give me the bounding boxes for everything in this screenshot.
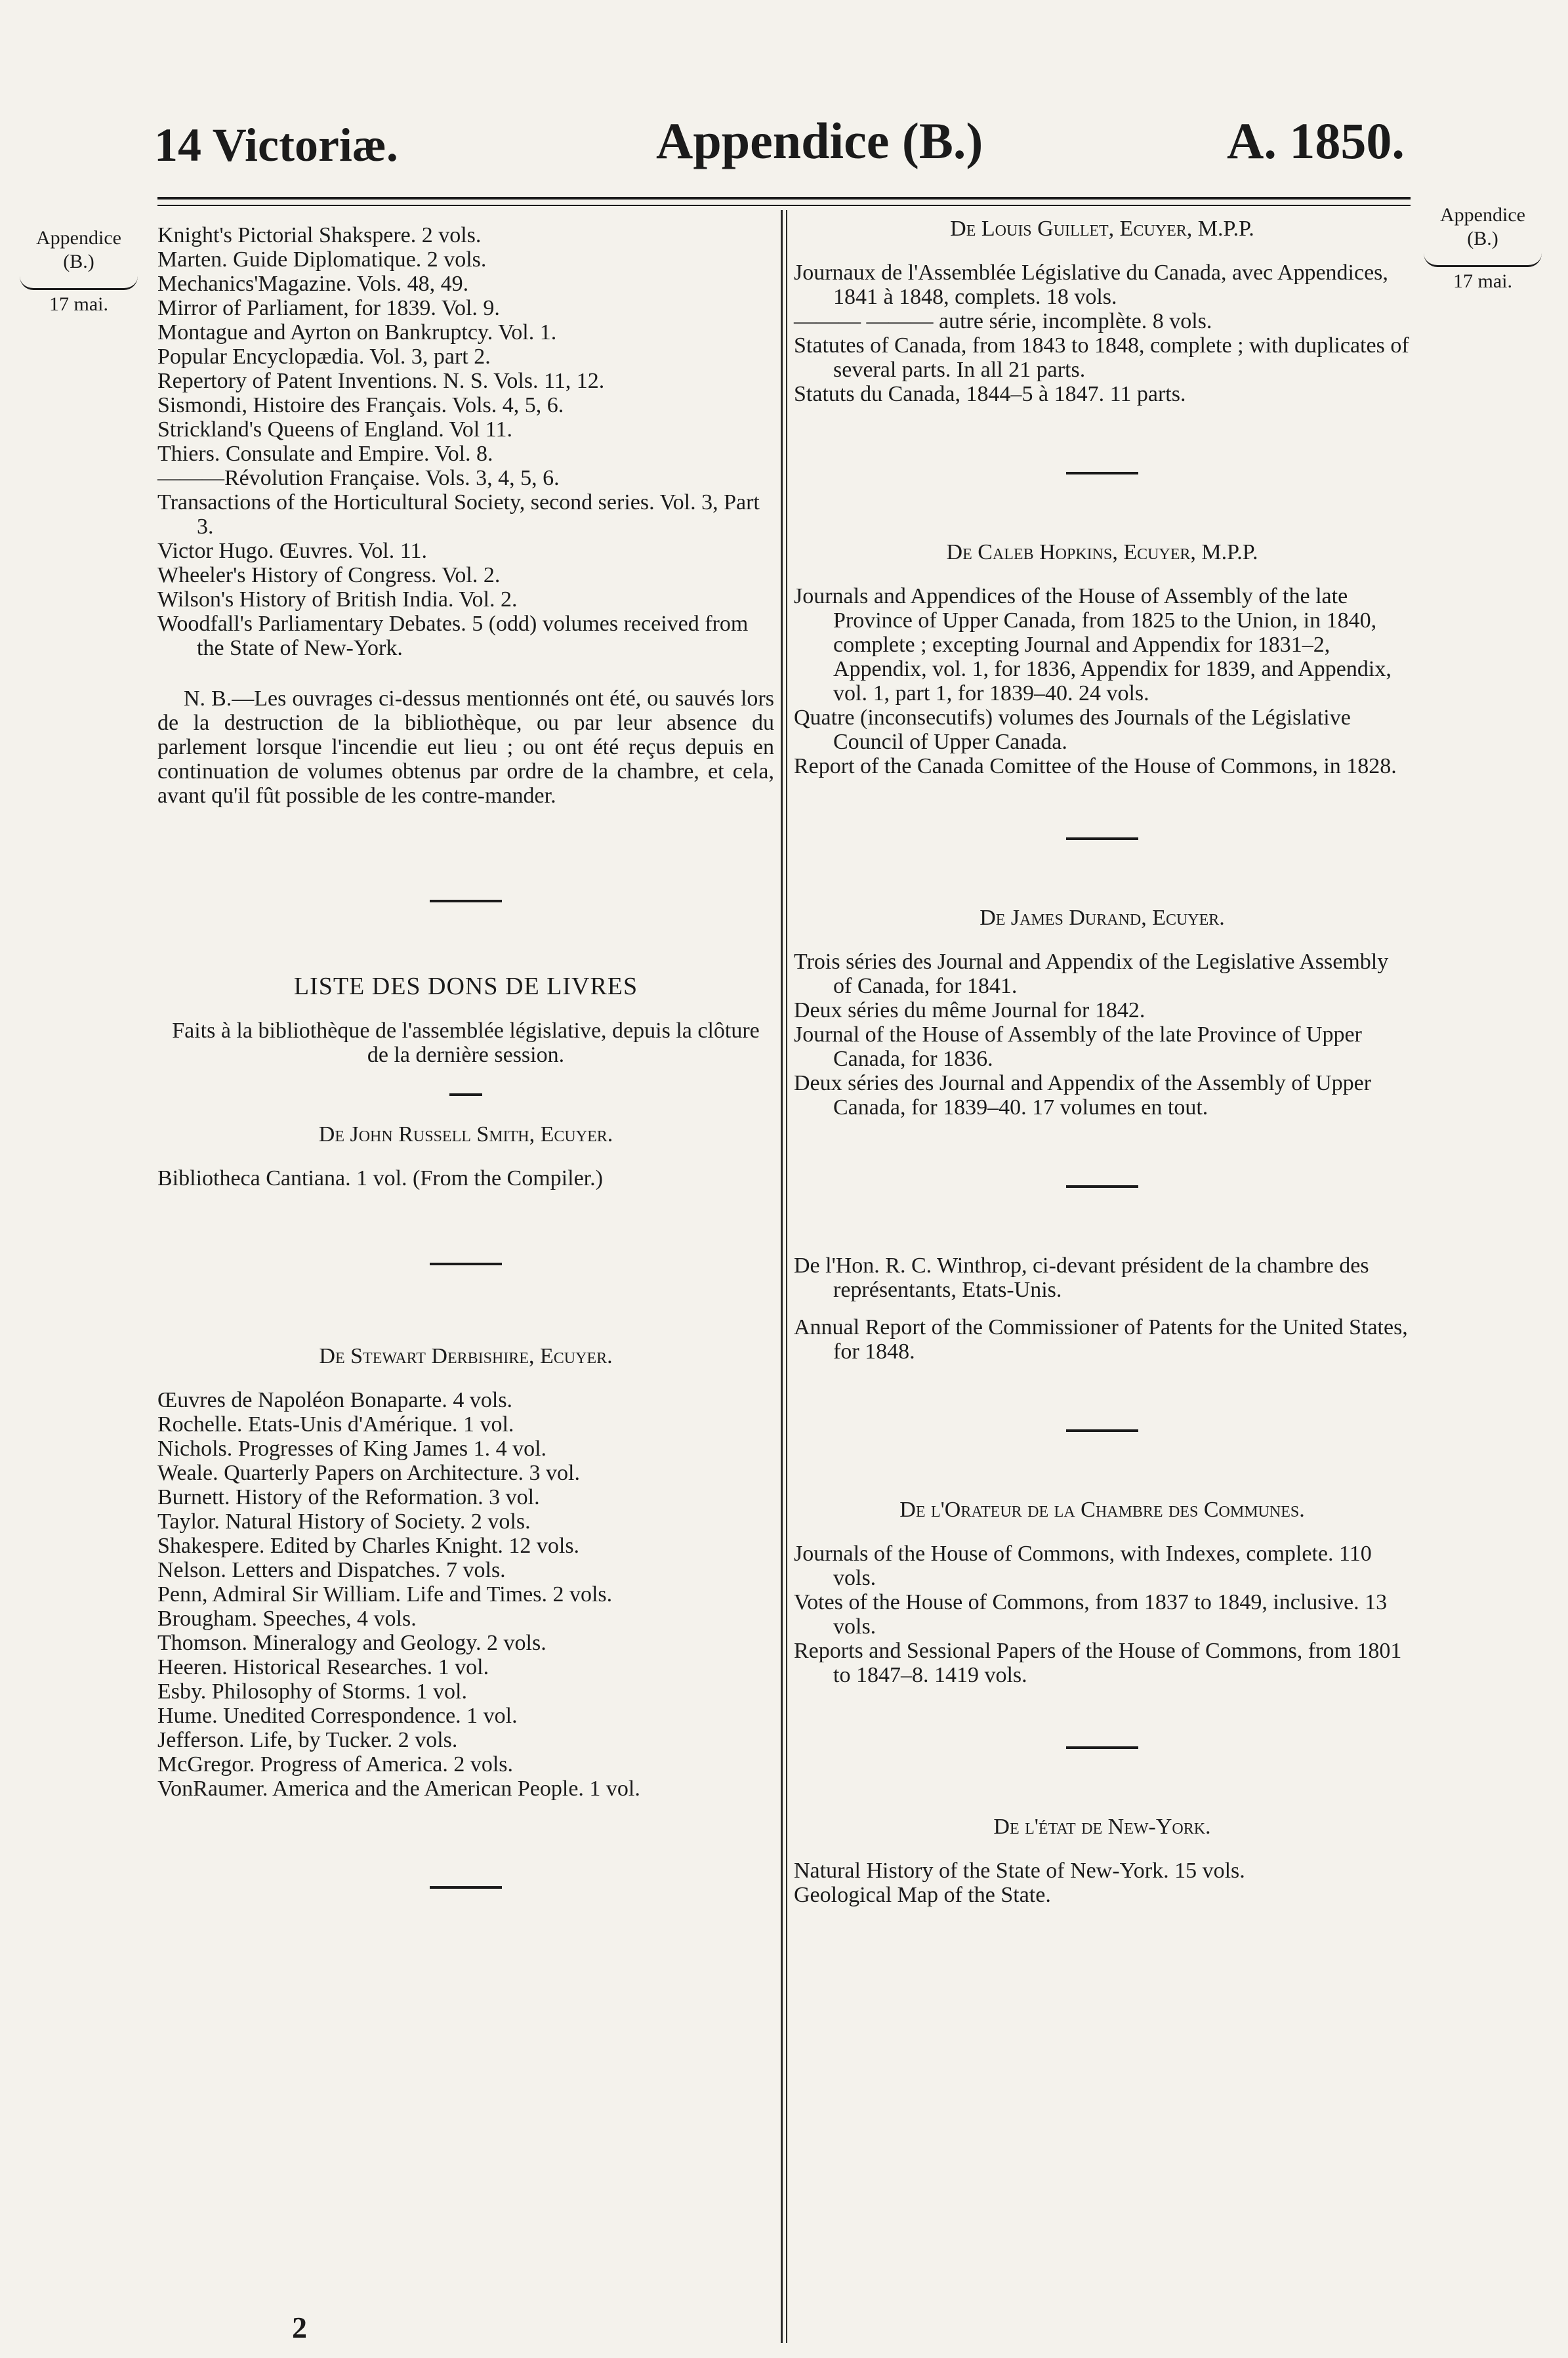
list-item: Knight's Pictorial Shakspere. 2 vols. [157,223,482,247]
list-item: Trois séries des Journal and Appendix of the Legislative Assembly of Canada, for 1841. [794,950,1389,998]
margin-left-date: 17 mai. [49,293,108,315]
list-item: McGregor. Progress of America. 2 vols. [157,1752,514,1777]
margin-right-date: 17 mai. [1453,270,1512,292]
page-number: 2 [292,2311,307,2344]
list-item: Thiers. Consulate and Empire. Vol. 8. [157,442,493,466]
margin-note-left [13,226,144,316]
list-item: Mechanics'Magazine. Vols. 48, 49. [157,272,469,296]
list-item: Taylor. Natural History of Society. 2 vols. [157,1509,531,1534]
list-title: LISTE DES DONS DE LIVRES [293,973,638,1000]
left-column [157,223,774,1889]
list-item: Journal of the House of Assembly of the late Province of Upper Canada, for 1836. [794,1022,1362,1071]
list-item: Thomson. Mineralogy and Geology. 2 vols. [157,1631,547,1655]
list-item: Annual Report of the Commissioner of Patents for the United States, for 1848. [794,1315,1408,1364]
list-item: Popular Encyclopædia. Vol. 3, part 2. [157,345,491,369]
list-item: Wilson's History of British India. Vol. 2. [157,587,518,612]
list-item: Wheeler's History of Congress. Vol. 2. [157,563,501,587]
list-item: Journals of the House of Commons, with Indexes, complete. 110 vols. [794,1542,1372,1590]
list-item: Montague and Ayrton on Bankruptcy. Vol. 1. [157,320,557,345]
list-item: Reports and Sessional Papers of the House of Commons, from 1801 to 1847–8. 1419 vols. [794,1639,1402,1687]
right-column [794,210,1411,1907]
donor-heading: De John Russell Smith, Ecuyer. [318,1122,613,1147]
header-left: 14 Victoriæ. [154,119,398,171]
column-divider [781,210,783,2343]
margin-left-line1: Appendice [36,227,121,249]
list-subtitle: Faits à la bibliothèque de l'assemblée législative, depuis la clôture de la dernière session. [172,1019,760,1067]
donor-heading: De Louis Guillet, Ecuyer, M.P.P. [950,217,1254,241]
list-item: Geological Map of the State. [794,1883,1051,1907]
header-rule-thin [157,205,1411,206]
donor-heading: De Caleb Hopkins, Ecuyer, M.P.P. [946,540,1258,564]
list-item: Mirror of Parliament, for 1839. Vol. 9. [157,296,500,320]
section-dash [430,1886,502,1889]
list-item: Victor Hugo. Œuvres. Vol. 11. [157,539,427,563]
list-item: Nichols. Progresses of King James 1. 4 vol. [157,1437,547,1461]
list-item: ———Révolution Française. Vols. 3, 4, 5, 6. [157,466,560,490]
donor2-list [157,1388,774,1801]
list-item: Sismondi, Histoire des Français. Vols. 4, 5, 6. [157,393,564,417]
list-item: Esby. Philosophy of Storms. 1 vol. [157,1679,467,1704]
header-center: Appendice (B.) [656,112,983,169]
list-item: Transactions of the Horticultural Society, second series. Vol. 3, Part 3. [157,490,760,539]
nota-bene: N. B.—Les ouvrages ci-dessus mentionnés ont été, ou sauvés lors de la destruction de la bibliothèque, ou par leur absence du parlement lorsque l'incendie eut lieu ; ou ont été reçus depuis en continuation de volumes obtenus par ordre de la chambre, et cela, avant qu'il fût possible de les contre-mander. [157,686,774,808]
list-item: Weale. Quarterly Papers on Architecture. 3 vol. [157,1461,580,1485]
list-item: Œuvres de Napoléon Bonaparte. 4 vols. [157,1388,513,1412]
column-divider-2 [786,210,787,2343]
list-item: Report of the Canada Comittee of the House of Commons, in 1828. [794,754,1397,778]
list-item: Shakespere. Edited by Charles Knight. 12 vols. [157,1534,580,1558]
page-header [0,105,1568,177]
list-item: VonRaumer. America and the American People. 1 vol. [157,1777,640,1801]
margin-right-brace [1424,253,1542,267]
list-item: Repertory of Patent Inventions. N. S. Vols. 11, 12. [157,369,605,393]
list-item: Heeren. Historical Researches. 1 vol. [157,1655,489,1679]
donor-heading: De l'Hon. R. C. Winthrop, ci-devant président de la chambre des représentants, Etats-Unis. [794,1253,1369,1302]
margin-note-right [1411,203,1555,293]
donor-heading: De l'état de New-York. [993,1815,1211,1839]
donor-heading: De l'Orateur de la Chambre des Communes. [899,1498,1305,1522]
header-right: A. 1850. [1227,112,1405,169]
donor-heading: De James Durand, Ecuyer. [980,906,1225,930]
list-item: Brougham. Speeches, 4 vols. [157,1607,417,1631]
list-item: Rochelle. Etats-Unis d'Amérique. 1 vol. [157,1412,514,1437]
list-item: Deux séries des Journal and Appendix of the Assembly of Upper Canada, for 1839–40. 17 volumes en tout. [794,1071,1372,1120]
margin-right-line1: Appendice [1440,204,1525,226]
margin-left-brace [20,276,138,290]
list-item: Natural History of the State of New-York. 15 vols. [794,1859,1245,1883]
list-item: Statuts du Canada, 1844–5 à 1847. 11 parts. [794,382,1186,406]
list-item: Marten. Guide Diplomatique. 2 vols. [157,247,487,272]
list-item: Bibliotheca Cantiana. 1 vol. (From the Compiler.) [157,1166,603,1190]
list-item: Journals and Appendices of the House of Assembly of the late Province of Upper Canada, from 1825 to the Union, in 1840, complete ; excepting Journal and Appendix for 1831–2, Appendix, vol. 1, for 1836, Appendix for 1839, and Appendix, vol. 1, part 1, for 1839–40. 24 vols. [794,584,1392,705]
list-item: ——— ——— autre série, incomplète. 8 vols. [794,309,1212,333]
list-item: Strickland's Queens of England. Vol 11. [157,417,512,442]
list-item: Quatre (inconsecutifs) volumes des Journals of the Législative Council of Upper Canada. [794,705,1351,754]
list-item: Burnett. History of the Reformation. 3 vol. [157,1485,540,1509]
list-item: Statutes of Canada, from 1843 to 1848, complete ; with duplicates of several parts. In all 21 parts. [794,333,1409,382]
list-item: Deux séries du même Journal for 1842. [794,998,1145,1022]
list-item: Penn, Admiral Sir William. Life and Times. 2 vols. [157,1582,613,1607]
list-item: Woodfall's Parliamentary Debates. 5 (odd) volumes received from the State of New-York. [157,612,749,660]
list-item: Hume. Unedited Correspondence. 1 vol. [157,1704,518,1728]
list-item: Nelson. Letters and Dispatches. 7 vols. [157,1558,506,1582]
left-entries-1 [157,223,774,660]
margin-left-line2: (B.) [63,251,94,272]
list-item: Journaux de l'Assemblée Législative du Canada, avec Appendices, 1841 à 1848, complets. 18 vols. [794,261,1388,309]
header-rule-thick [157,197,1411,200]
donor-heading: De Stewart Derbishire, Ecuyer. [319,1344,613,1368]
list-item: Jefferson. Life, by Tucker. 2 vols. [157,1728,458,1752]
margin-right-line2: (B.) [1467,228,1498,249]
list-item: Votes of the House of Commons, from 1837 to 1849, inclusive. 13 vols. [794,1590,1388,1639]
